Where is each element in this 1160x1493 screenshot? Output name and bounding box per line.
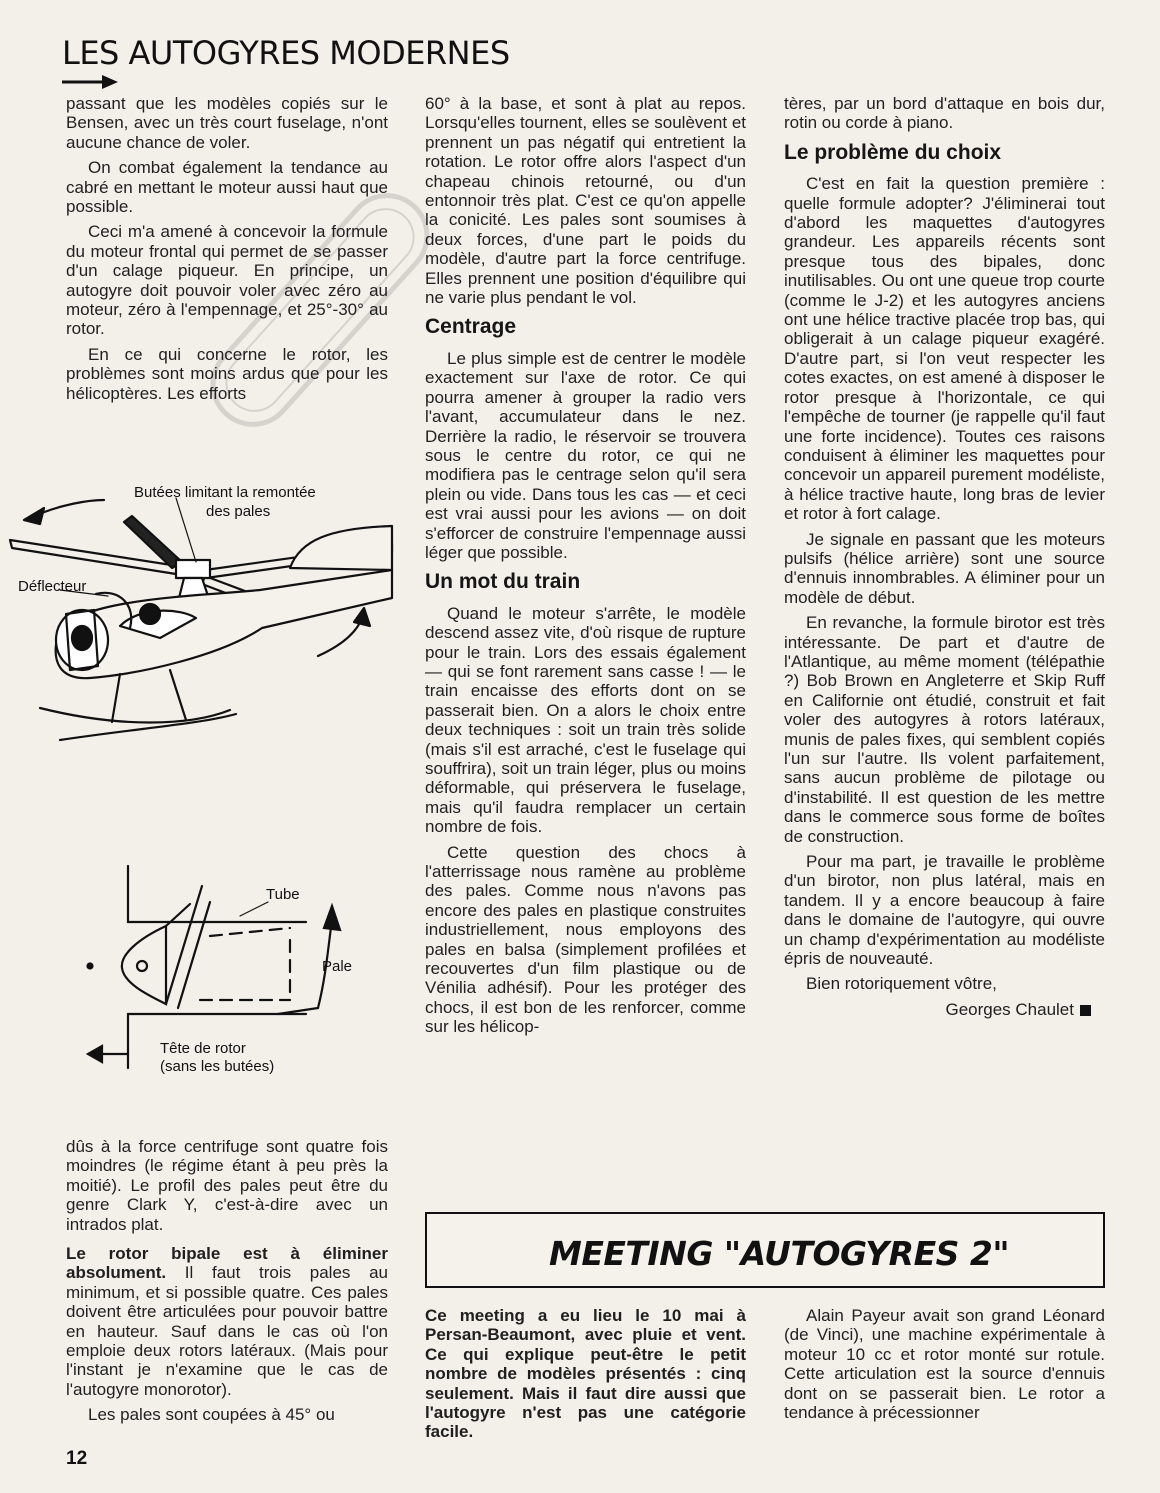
label-tete-rotor-2: (sans les butées) <box>160 1058 275 1075</box>
col3-paragraph-6: Bien rotoriquement vôtre, <box>806 974 997 994</box>
heading-choix: Le problème du choix <box>784 140 1002 164</box>
page-title: LES AUTOGYRES MODERNES <box>62 34 510 72</box>
col1-bold-lead: Le rotor bipale est à éliminer absolument. <box>66 1244 388 1283</box>
meeting-title-box <box>425 1212 1105 1288</box>
col2-paragraph-2: Le plus simple est de centrer le modèle exactement sur l'axe de rotor. Ce qui pourra amener à grouper la radio vers l'avant, accumulateur dans le nez. Derrière la radio, le réservoir se trouvera sous le centre du rotor, ce qui ne modifiera pas le centrage selon qu'il sera plein ou vide. Dans tous les cas — et ceci est vrai aussi pour les avions — on doit s'efforcer de construire l'empennage aussi léger que possible. <box>425 348 746 562</box>
column-3 <box>784 94 1105 1019</box>
col2-paragraph-1: 60° à la base, et sont à plat au repos. Lorsqu'elles tournent, elles se soulèvent et prennent un pas négatif qui entretient la rotation. Le rotor offre alors l'aspect d'un chapeau chinois retourné, ou d'un entonnoir très plat. C'est ce qu'on appelle la conicité. Les pales sont soumises à deux forces, d'une part le poids du modèle, d'autre part la force centrifuge. Elles prennent une position d'équilibre qui ne varie plus pendant le vol. <box>425 94 746 308</box>
col3-paragraph-4: En revanche, la formule birotor est très intéressante. De part et d'autre de l'Atlantique, au même moment (télépathie ?) Bob Brown en Angleterre et Skip Ruff en Californie ont étudié, construit et fait voler des autogyres à rotors latéraux, munis de pales fixes, qui semblent copiés l'un sur l'autre. Ils volent parfaitement, sans aucun problème de pilotage ou d'instabilité. Il est question de les mettre dans le commerce sous forme de boîtes de construction. <box>784 613 1105 846</box>
col2-paragraph-3: Quand le moteur s'arrête, le modèle descend assez vite, d'où risque de rupture pour le train. Lors des essais également — qui se font rarement sans casse ! — le train encaisse des efforts dont on se passerait bien. On a alors le choix entre deux techniques : soit un train très solide (mais s'il est arraché, c'est le fuselage qui souffrira), soit un train léger, plus ou moins déformable, qui préservera le fuselage, mais qu'il faudra remplacer un certain nombre de fois. <box>425 603 746 837</box>
col1-paragraph-6 <box>66 1244 388 1399</box>
end-square-icon <box>1080 1005 1091 1016</box>
autogyre-drawing <box>0 478 395 870</box>
rotor-head-diagram <box>70 858 390 1088</box>
meeting-title: MEETING "AUTOGYRES 2" <box>549 1234 1010 1273</box>
label-tube: Tube <box>266 886 300 903</box>
label-butees-2: des pales <box>206 503 271 520</box>
col1-paragraph-7: Les pales sont coupées à 45° ou <box>88 1405 335 1425</box>
col2-paragraph-4: Cette question des chocs à l'atterrissage nous ramène au problème des pales. Comme nous n'avons pas encore des pales en plastique construites industriellement, nous employons des pales en balsa (simplement profilées et recouvertes d'un film plastique ou de Vénilia adhésif). Pour les protéger des chocs, il est bon de les renforcer, comme sur les hélicop- <box>425 842 746 1037</box>
col1-paragraph-6-rest: Il faut trois pales au minimum, et si possible quatre. Ces pales doivent être articulées pour pouvoir battre en hauteur. Sauf dans le cas où l'on emploie deux rotors latéraux. (Mais pour l'instant je n'examine que le cas de l'autogyre monorotor). <box>66 1263 388 1399</box>
meeting-column <box>784 1306 1105 1428</box>
col3-paragraph-1: tères, par un bord d'attaque en bois dur, rotin ou corde à piano. <box>784 94 1105 133</box>
column-1-top <box>66 94 388 409</box>
author-signature <box>784 1000 1105 1019</box>
col1-paragraph-2: On combat également la tendance au cabré en mettant le moteur aussi haut que possible. <box>66 158 388 217</box>
label-pale: Pale <box>322 958 353 975</box>
meeting-intro <box>425 1306 746 1448</box>
col1-paragraph-5: dûs à la force centrifuge sont quatre fois moindres (le régime étant à peu près la moitié). Le profil des pales peut être du genre Clark Y, c'est-à-dire avec un intrados plat. <box>66 1137 388 1234</box>
heading-train: Un mot du train <box>425 570 581 594</box>
page-number: 12 <box>66 1448 88 1469</box>
col3-paragraph-2: C'est en fait la question première : quelle formule adopter? J'éliminerai tout d'abord les maquettes d'autogyres grandeur. Les appareils récents sont presque tous des bipales, donc inutilisables. Ou ont une queue trop courte (comme le J-2) et les autogyres anciens ont une hélice tractive placée trop bas, qui obligerait à un calage piqueur exagéré. D'autre part, si l'on veut respecter les cotes exactes, on est amené à disposer le rotor presque à l'horizontale, ce qui l'empêche de tourner (je rappelle qu'il faut une forte incidence). Toutes ces raisons conduisent à éliminer les maquettes pour concevoir un appareil purement modéliste, à hélice tractive haute, long bras de levier et rotor à fort calage. <box>784 174 1105 524</box>
meeting-paragraph-1: Alain Payeur avait son grand Léonard (de Vinci), une machine expérimentale à moteur 10 cc et rotor monté sur rotule. Cette articulation est la source d'ennuis dont on se passerait bien. Le rotor a tendance à précessionner <box>784 1306 1105 1423</box>
heading-centrage: Centrage <box>425 315 517 339</box>
label-butees: Butées limitant la remontée <box>134 484 316 501</box>
arrow-right-icon <box>62 74 118 90</box>
col1-paragraph-4: En ce qui concerne le rotor, les problèmes sont moins ardus que pour les hélicoptères. Les efforts <box>66 344 388 403</box>
meeting-intro-text: Ce meeting a eu lieu le 10 mai à Persan-Beaumont, avec pluie et vent. Ce qui explique peut-être le petit nombre de modèles présentés : cinq seulement. Mais il faut dire aussi que l'autogyre n'est pas une catégorie facile. <box>425 1306 746 1442</box>
col1-paragraph-1: passant que les modèles copiés sur le Bensen, avec un très court fuselage, n'ont aucune chance de voler. <box>66 94 388 152</box>
label-tete-rotor: Tête de rotor <box>160 1040 246 1057</box>
column-2 <box>425 94 746 1043</box>
column-1-bottom <box>66 1137 388 1431</box>
col1-paragraph-3: Ceci m'a amené à concevoir la formule du moteur frontal qui permet de se passer d'un calage piqueur. En principe, un autogyre doit pouvoir voler avec zéro au moteur, zéro à l'empennage, et 25°-30° au rotor. <box>66 222 388 339</box>
autogyre-illustration <box>0 478 395 870</box>
col3-paragraph-5: Pour ma part, je travaille le problème d'un birotor, non plus latéral, mais en tandem. Il y a encore beaucoup à faire dans le domaine de l'autogyre, qui ouvre un champ d'expérimentation au modéliste épris de nouveauté. <box>784 852 1105 969</box>
col3-paragraph-3: Je signale en passant que les moteurs pulsifs (hélice arrière) sont une source d'ennuis innombrables. A éliminer pour un modèle de début. <box>784 529 1105 607</box>
label-deflecteur: Déflecteur <box>18 578 87 595</box>
author-name: Georges Chaulet <box>945 999 1074 1019</box>
